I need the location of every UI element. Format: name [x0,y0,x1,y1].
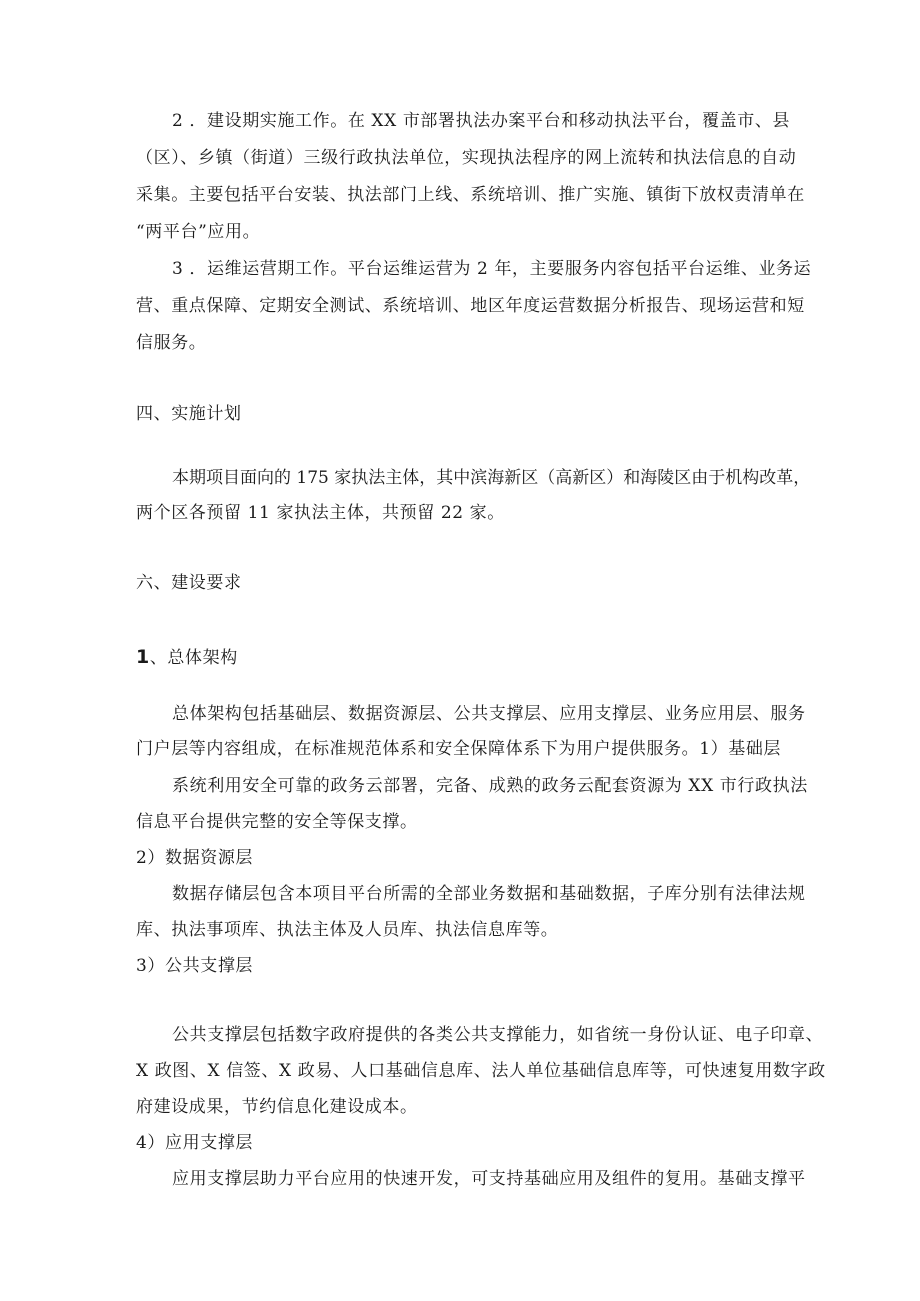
text: 2）数据资源层 [136,848,254,868]
paragraph-line [136,148,796,168]
text: 4）应用支撑层 [136,1133,254,1153]
text: 库、执法事项库、执法主体及人员库、执法信息库等。 [136,920,559,940]
paragraph-line [136,1061,826,1081]
text: （区）、乡镇（街道）三级行政执法单位，实现执法程序的网上流转和执法信息的自动 [136,148,797,168]
text: 应用支撑层助力平台应用的快速开发，可支持基础应用及组件的复用。基础支撑平 [172,1169,806,1189]
section-heading [136,404,242,424]
text: “两平台”应用。 [136,222,261,242]
text: 公共支撑层包括数字政府提供的各类公共支撑能力，如省统一身份认证、电子印章、 [172,1025,824,1045]
paragraph-line [136,296,805,316]
paragraph-line [136,503,505,523]
paragraph-line [172,1169,806,1189]
text: 营、重点保障、定期安全测试、系统培训、地区年度运营数据分析报告、现场运营和短 [136,296,805,316]
heading-number: 1 [136,646,150,668]
section-heading [136,573,242,593]
list-heading [136,848,253,868]
text: 、总体架构 [149,648,238,668]
paragraph-line [136,739,781,759]
text: 信服务。 [136,333,207,353]
paragraph-line [172,704,806,724]
text: 四、实施计划 [136,404,242,424]
text: 信息平台提供完整的安全等保支撑。 [136,812,418,832]
paragraph-line [172,111,790,131]
text: 数据存储层包含本项目平台所需的全部业务数据和基础数据，子库分别有法律法规 [172,884,806,904]
list-heading [136,956,253,976]
paragraph-line [172,1025,823,1045]
paragraph-line [136,185,805,205]
text: 3）公共支撑层 [136,956,254,976]
paragraph-line [172,468,810,488]
text: 府建设成果，节约信息化建设成本。 [136,1097,418,1117]
text: 2 ．建设期实施工作。在 XX 市部署执法办案平台和移动执法平台，覆盖市、县 [172,111,791,131]
paragraph-line [136,222,260,242]
paragraph-line [172,259,811,279]
text: 六、建设要求 [136,573,242,593]
text: 3 ．运维运营期工作。平台运维运营为 2 年，主要服务内容包括平台运维、业务运 [172,259,812,279]
text: X 政图、X 信签、X 政易、人口基础信息库、法人单位基础信息库等，可快速复用数字政 [136,1061,826,1081]
paragraph-line [136,812,418,832]
list-heading [136,1133,253,1153]
subsection-heading [136,647,238,668]
text: 门户层等内容组成，在标准规范体系和安全保障体系下为用户提供服务。1）基础层 [136,739,782,759]
paragraph-line [172,776,808,796]
text: 系统利用安全可靠的政务云部署，完备、成熟的政务云配套资源为 XX 市行政执法 [172,776,808,796]
paragraph-line [136,1097,418,1117]
text: 采集。主要包括平台安装、执法部门上线、系统培训、推广实施、镇街下放权责清单在 [136,185,805,205]
text: 本期项目面向的 175 家执法主体，其中滨海新区（高新区）和海陵区由于机构改革， [172,468,811,488]
paragraph-line [172,884,806,904]
text: 总体架构包括基础层、数据资源层、公共支撑层、应用支撑层、业务应用层、服务 [172,704,806,724]
paragraph-line [136,920,558,940]
paragraph-line [136,333,206,353]
text: 两个区各预留 11 家执法主体，共预留 22 家。 [136,503,505,523]
